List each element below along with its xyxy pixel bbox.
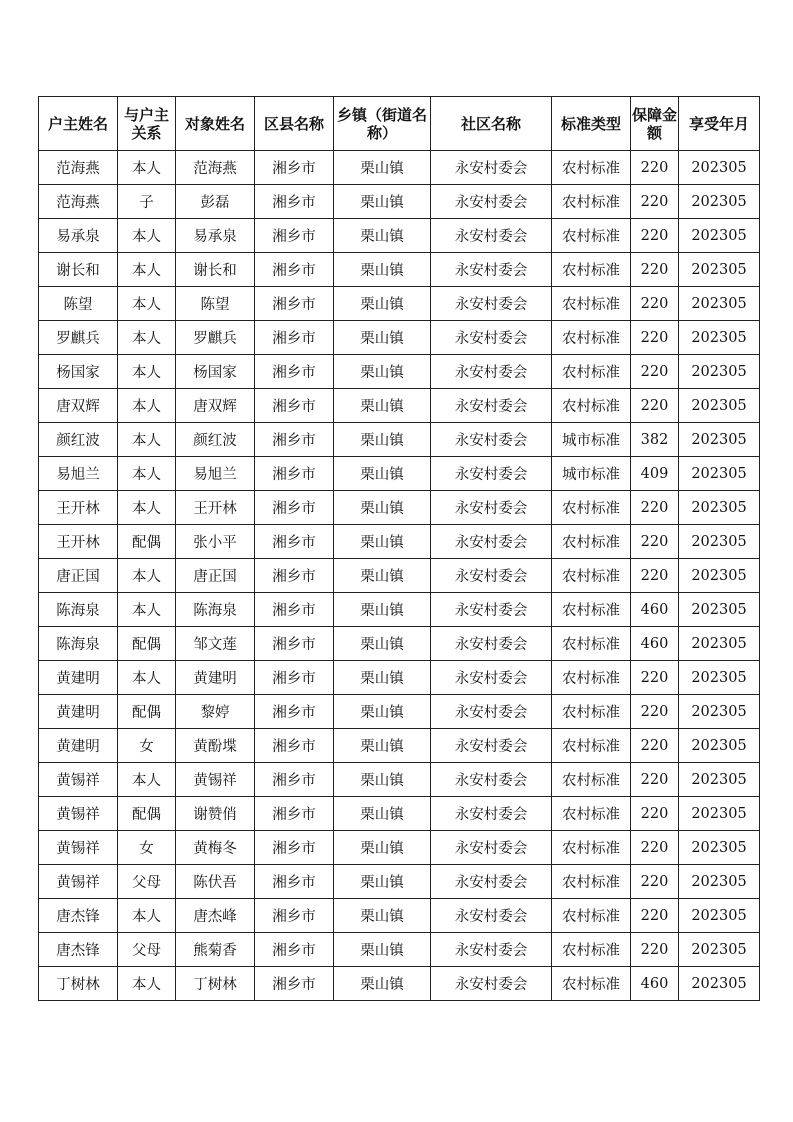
amount-cell: 220 bbox=[631, 287, 679, 321]
period-cell: 202305 bbox=[679, 797, 760, 831]
recipient-name-cell: 黄建明 bbox=[176, 661, 255, 695]
recipient-name-cell: 范海燕 bbox=[176, 151, 255, 185]
recipient-name-cell: 谢赞俏 bbox=[176, 797, 255, 831]
county-cell: 湘乡市 bbox=[255, 151, 334, 185]
amount-cell: 220 bbox=[631, 559, 679, 593]
relationship-cell: 本人 bbox=[118, 219, 176, 253]
amount-cell: 220 bbox=[631, 389, 679, 423]
county-cell: 湘乡市 bbox=[255, 355, 334, 389]
township-cell: 栗山镇 bbox=[334, 899, 431, 933]
col-header-standard-type: 标准类型 bbox=[552, 97, 631, 151]
township-cell: 栗山镇 bbox=[334, 763, 431, 797]
period-cell: 202305 bbox=[679, 355, 760, 389]
amount-cell: 460 bbox=[631, 967, 679, 1001]
table-row bbox=[39, 287, 760, 321]
header-row bbox=[39, 97, 760, 151]
community-cell: 永安村委会 bbox=[431, 355, 552, 389]
period-cell: 202305 bbox=[679, 491, 760, 525]
recipient-name-cell: 易旭兰 bbox=[176, 457, 255, 491]
table-row bbox=[39, 151, 760, 185]
period-cell: 202305 bbox=[679, 831, 760, 865]
relationship-cell: 本人 bbox=[118, 355, 176, 389]
household-head-cell: 唐双辉 bbox=[39, 389, 118, 423]
period-cell: 202305 bbox=[679, 729, 760, 763]
township-cell: 栗山镇 bbox=[334, 593, 431, 627]
amount-cell: 220 bbox=[631, 729, 679, 763]
recipient-name-cell: 黎婷 bbox=[176, 695, 255, 729]
table-row bbox=[39, 457, 760, 491]
table-row bbox=[39, 423, 760, 457]
household-head-cell: 范海燕 bbox=[39, 151, 118, 185]
community-cell: 永安村委会 bbox=[431, 967, 552, 1001]
amount-cell: 220 bbox=[631, 355, 679, 389]
table-row bbox=[39, 627, 760, 661]
standard-type-cell: 城市标准 bbox=[552, 423, 631, 457]
household-head-cell: 丁树林 bbox=[39, 967, 118, 1001]
county-cell: 湘乡市 bbox=[255, 321, 334, 355]
county-cell: 湘乡市 bbox=[255, 967, 334, 1001]
table-row bbox=[39, 253, 760, 287]
recipient-name-cell: 唐双辉 bbox=[176, 389, 255, 423]
county-cell: 湘乡市 bbox=[255, 933, 334, 967]
col-header-county: 区县名称 bbox=[255, 97, 334, 151]
relationship-cell: 配偶 bbox=[118, 695, 176, 729]
standard-type-cell: 农村标准 bbox=[552, 695, 631, 729]
period-cell: 202305 bbox=[679, 219, 760, 253]
township-cell: 栗山镇 bbox=[334, 457, 431, 491]
col-header-relationship: 与户主关系 bbox=[118, 97, 176, 151]
household-head-cell: 陈海泉 bbox=[39, 593, 118, 627]
standard-type-cell: 农村标准 bbox=[552, 729, 631, 763]
recipient-name-cell: 黄锡祥 bbox=[176, 763, 255, 797]
community-cell: 永安村委会 bbox=[431, 627, 552, 661]
household-head-cell: 黄锡祥 bbox=[39, 763, 118, 797]
standard-type-cell: 农村标准 bbox=[552, 219, 631, 253]
table-row bbox=[39, 695, 760, 729]
relationship-cell: 本人 bbox=[118, 253, 176, 287]
recipient-name-cell: 谢长和 bbox=[176, 253, 255, 287]
standard-type-cell: 农村标准 bbox=[552, 899, 631, 933]
col-header-community: 社区名称 bbox=[431, 97, 552, 151]
table-row bbox=[39, 831, 760, 865]
standard-type-cell: 农村标准 bbox=[552, 559, 631, 593]
standard-type-cell: 农村标准 bbox=[552, 967, 631, 1001]
household-head-cell: 颜红波 bbox=[39, 423, 118, 457]
community-cell: 永安村委会 bbox=[431, 491, 552, 525]
beneficiary-table bbox=[38, 96, 760, 1001]
household-head-cell: 唐正国 bbox=[39, 559, 118, 593]
col-header-recipient-name: 对象姓名 bbox=[176, 97, 255, 151]
household-head-cell: 黄建明 bbox=[39, 695, 118, 729]
community-cell: 永安村委会 bbox=[431, 593, 552, 627]
relationship-cell: 父母 bbox=[118, 933, 176, 967]
household-head-cell: 黄锡祥 bbox=[39, 865, 118, 899]
county-cell: 湘乡市 bbox=[255, 457, 334, 491]
township-cell: 栗山镇 bbox=[334, 729, 431, 763]
county-cell: 湘乡市 bbox=[255, 559, 334, 593]
relationship-cell: 本人 bbox=[118, 389, 176, 423]
community-cell: 永安村委会 bbox=[431, 185, 552, 219]
recipient-name-cell: 丁树林 bbox=[176, 967, 255, 1001]
col-header-period: 享受年月 bbox=[679, 97, 760, 151]
township-cell: 栗山镇 bbox=[334, 253, 431, 287]
household-head-cell: 黄锡祥 bbox=[39, 797, 118, 831]
standard-type-cell: 农村标准 bbox=[552, 253, 631, 287]
household-head-cell: 黄建明 bbox=[39, 729, 118, 763]
period-cell: 202305 bbox=[679, 967, 760, 1001]
community-cell: 永安村委会 bbox=[431, 525, 552, 559]
table-row bbox=[39, 899, 760, 933]
township-cell: 栗山镇 bbox=[334, 321, 431, 355]
standard-type-cell: 城市标准 bbox=[552, 457, 631, 491]
amount-cell: 460 bbox=[631, 627, 679, 661]
community-cell: 永安村委会 bbox=[431, 695, 552, 729]
amount-cell: 220 bbox=[631, 219, 679, 253]
recipient-name-cell: 杨国家 bbox=[176, 355, 255, 389]
standard-type-cell: 农村标准 bbox=[552, 321, 631, 355]
period-cell: 202305 bbox=[679, 321, 760, 355]
community-cell: 永安村委会 bbox=[431, 797, 552, 831]
recipient-name-cell: 彭磊 bbox=[176, 185, 255, 219]
amount-cell: 220 bbox=[631, 151, 679, 185]
recipient-name-cell: 邹文莲 bbox=[176, 627, 255, 661]
amount-cell: 220 bbox=[631, 865, 679, 899]
township-cell: 栗山镇 bbox=[334, 831, 431, 865]
standard-type-cell: 农村标准 bbox=[552, 933, 631, 967]
household-head-cell: 唐杰锋 bbox=[39, 899, 118, 933]
county-cell: 湘乡市 bbox=[255, 185, 334, 219]
recipient-name-cell: 陈海泉 bbox=[176, 593, 255, 627]
county-cell: 湘乡市 bbox=[255, 661, 334, 695]
household-head-cell: 范海燕 bbox=[39, 185, 118, 219]
county-cell: 湘乡市 bbox=[255, 389, 334, 423]
community-cell: 永安村委会 bbox=[431, 899, 552, 933]
period-cell: 202305 bbox=[679, 525, 760, 559]
standard-type-cell: 农村标准 bbox=[552, 491, 631, 525]
relationship-cell: 本人 bbox=[118, 491, 176, 525]
period-cell: 202305 bbox=[679, 423, 760, 457]
amount-cell: 220 bbox=[631, 763, 679, 797]
table-row bbox=[39, 321, 760, 355]
township-cell: 栗山镇 bbox=[334, 287, 431, 321]
table-row bbox=[39, 729, 760, 763]
household-head-cell: 陈望 bbox=[39, 287, 118, 321]
county-cell: 湘乡市 bbox=[255, 729, 334, 763]
county-cell: 湘乡市 bbox=[255, 219, 334, 253]
standard-type-cell: 农村标准 bbox=[552, 831, 631, 865]
amount-cell: 460 bbox=[631, 593, 679, 627]
county-cell: 湘乡市 bbox=[255, 627, 334, 661]
recipient-name-cell: 黄酚堞 bbox=[176, 729, 255, 763]
township-cell: 栗山镇 bbox=[334, 627, 431, 661]
period-cell: 202305 bbox=[679, 457, 760, 491]
table-row bbox=[39, 661, 760, 695]
community-cell: 永安村委会 bbox=[431, 253, 552, 287]
table-row bbox=[39, 933, 760, 967]
amount-cell: 220 bbox=[631, 695, 679, 729]
amount-cell: 220 bbox=[631, 491, 679, 525]
standard-type-cell: 农村标准 bbox=[552, 763, 631, 797]
community-cell: 永安村委会 bbox=[431, 865, 552, 899]
amount-cell: 220 bbox=[631, 253, 679, 287]
community-cell: 永安村委会 bbox=[431, 219, 552, 253]
county-cell: 湘乡市 bbox=[255, 253, 334, 287]
township-cell: 栗山镇 bbox=[334, 865, 431, 899]
table-row bbox=[39, 797, 760, 831]
relationship-cell: 配偶 bbox=[118, 797, 176, 831]
household-head-cell: 唐杰锋 bbox=[39, 933, 118, 967]
community-cell: 永安村委会 bbox=[431, 423, 552, 457]
township-cell: 栗山镇 bbox=[334, 967, 431, 1001]
community-cell: 永安村委会 bbox=[431, 389, 552, 423]
recipient-name-cell: 易承泉 bbox=[176, 219, 255, 253]
recipient-name-cell: 王开林 bbox=[176, 491, 255, 525]
recipient-name-cell: 颜红波 bbox=[176, 423, 255, 457]
township-cell: 栗山镇 bbox=[334, 491, 431, 525]
table-row bbox=[39, 593, 760, 627]
recipient-name-cell: 熊菊香 bbox=[176, 933, 255, 967]
township-cell: 栗山镇 bbox=[334, 423, 431, 457]
county-cell: 湘乡市 bbox=[255, 865, 334, 899]
relationship-cell: 本人 bbox=[118, 287, 176, 321]
community-cell: 永安村委会 bbox=[431, 559, 552, 593]
period-cell: 202305 bbox=[679, 151, 760, 185]
township-cell: 栗山镇 bbox=[334, 355, 431, 389]
relationship-cell: 本人 bbox=[118, 661, 176, 695]
household-head-cell: 易旭兰 bbox=[39, 457, 118, 491]
col-header-township: 乡镇（街道名称） bbox=[334, 97, 431, 151]
relationship-cell: 父母 bbox=[118, 865, 176, 899]
community-cell: 永安村委会 bbox=[431, 151, 552, 185]
amount-cell: 220 bbox=[631, 797, 679, 831]
amount-cell: 382 bbox=[631, 423, 679, 457]
household-head-cell: 罗麒兵 bbox=[39, 321, 118, 355]
township-cell: 栗山镇 bbox=[334, 559, 431, 593]
amount-cell: 409 bbox=[631, 457, 679, 491]
standard-type-cell: 农村标准 bbox=[552, 151, 631, 185]
relationship-cell: 本人 bbox=[118, 457, 176, 491]
amount-cell: 220 bbox=[631, 185, 679, 219]
township-cell: 栗山镇 bbox=[334, 185, 431, 219]
household-head-cell: 王开林 bbox=[39, 491, 118, 525]
relationship-cell: 女 bbox=[118, 831, 176, 865]
standard-type-cell: 农村标准 bbox=[552, 661, 631, 695]
standard-type-cell: 农村标准 bbox=[552, 389, 631, 423]
period-cell: 202305 bbox=[679, 389, 760, 423]
amount-cell: 220 bbox=[631, 321, 679, 355]
standard-type-cell: 农村标准 bbox=[552, 355, 631, 389]
relationship-cell: 本人 bbox=[118, 967, 176, 1001]
relationship-cell: 子 bbox=[118, 185, 176, 219]
township-cell: 栗山镇 bbox=[334, 933, 431, 967]
township-cell: 栗山镇 bbox=[334, 151, 431, 185]
county-cell: 湘乡市 bbox=[255, 491, 334, 525]
amount-cell: 220 bbox=[631, 831, 679, 865]
table-body bbox=[39, 151, 760, 1001]
table-row bbox=[39, 559, 760, 593]
table-row bbox=[39, 355, 760, 389]
county-cell: 湘乡市 bbox=[255, 525, 334, 559]
household-head-cell: 黄建明 bbox=[39, 661, 118, 695]
household-head-cell: 杨国家 bbox=[39, 355, 118, 389]
recipient-name-cell: 罗麒兵 bbox=[176, 321, 255, 355]
amount-cell: 220 bbox=[631, 933, 679, 967]
period-cell: 202305 bbox=[679, 185, 760, 219]
household-head-cell: 谢长和 bbox=[39, 253, 118, 287]
county-cell: 湘乡市 bbox=[255, 423, 334, 457]
table-row bbox=[39, 525, 760, 559]
recipient-name-cell: 张小平 bbox=[176, 525, 255, 559]
recipient-name-cell: 唐正国 bbox=[176, 559, 255, 593]
relationship-cell: 配偶 bbox=[118, 627, 176, 661]
county-cell: 湘乡市 bbox=[255, 593, 334, 627]
township-cell: 栗山镇 bbox=[334, 695, 431, 729]
recipient-name-cell: 唐杰峰 bbox=[176, 899, 255, 933]
recipient-name-cell: 陈伏吾 bbox=[176, 865, 255, 899]
table-row bbox=[39, 763, 760, 797]
period-cell: 202305 bbox=[679, 695, 760, 729]
relationship-cell: 本人 bbox=[118, 321, 176, 355]
community-cell: 永安村委会 bbox=[431, 763, 552, 797]
community-cell: 永安村委会 bbox=[431, 831, 552, 865]
community-cell: 永安村委会 bbox=[431, 321, 552, 355]
period-cell: 202305 bbox=[679, 287, 760, 321]
table-row bbox=[39, 967, 760, 1001]
table-row bbox=[39, 491, 760, 525]
col-header-amount: 保障金额 bbox=[631, 97, 679, 151]
relationship-cell: 本人 bbox=[118, 899, 176, 933]
amount-cell: 220 bbox=[631, 661, 679, 695]
period-cell: 202305 bbox=[679, 899, 760, 933]
standard-type-cell: 农村标准 bbox=[552, 287, 631, 321]
standard-type-cell: 农村标准 bbox=[552, 627, 631, 661]
community-cell: 永安村委会 bbox=[431, 457, 552, 491]
county-cell: 湘乡市 bbox=[255, 695, 334, 729]
period-cell: 202305 bbox=[679, 865, 760, 899]
county-cell: 湘乡市 bbox=[255, 763, 334, 797]
community-cell: 永安村委会 bbox=[431, 287, 552, 321]
relationship-cell: 本人 bbox=[118, 593, 176, 627]
standard-type-cell: 农村标准 bbox=[552, 865, 631, 899]
relationship-cell: 配偶 bbox=[118, 525, 176, 559]
table-row bbox=[39, 389, 760, 423]
township-cell: 栗山镇 bbox=[334, 389, 431, 423]
relationship-cell: 本人 bbox=[118, 423, 176, 457]
period-cell: 202305 bbox=[679, 933, 760, 967]
period-cell: 202305 bbox=[679, 559, 760, 593]
township-cell: 栗山镇 bbox=[334, 525, 431, 559]
col-header-household-head: 户主姓名 bbox=[39, 97, 118, 151]
relationship-cell: 本人 bbox=[118, 763, 176, 797]
recipient-name-cell: 黄梅冬 bbox=[176, 831, 255, 865]
relationship-cell: 本人 bbox=[118, 151, 176, 185]
table-row bbox=[39, 185, 760, 219]
community-cell: 永安村委会 bbox=[431, 933, 552, 967]
county-cell: 湘乡市 bbox=[255, 831, 334, 865]
county-cell: 湘乡市 bbox=[255, 287, 334, 321]
county-cell: 湘乡市 bbox=[255, 899, 334, 933]
household-head-cell: 黄锡祥 bbox=[39, 831, 118, 865]
period-cell: 202305 bbox=[679, 593, 760, 627]
household-head-cell: 陈海泉 bbox=[39, 627, 118, 661]
period-cell: 202305 bbox=[679, 627, 760, 661]
standard-type-cell: 农村标准 bbox=[552, 525, 631, 559]
period-cell: 202305 bbox=[679, 763, 760, 797]
community-cell: 永安村委会 bbox=[431, 661, 552, 695]
amount-cell: 220 bbox=[631, 899, 679, 933]
table-row bbox=[39, 865, 760, 899]
recipient-name-cell: 陈望 bbox=[176, 287, 255, 321]
period-cell: 202305 bbox=[679, 661, 760, 695]
household-head-cell: 易承泉 bbox=[39, 219, 118, 253]
amount-cell: 220 bbox=[631, 525, 679, 559]
relationship-cell: 女 bbox=[118, 729, 176, 763]
community-cell: 永安村委会 bbox=[431, 729, 552, 763]
household-head-cell: 王开林 bbox=[39, 525, 118, 559]
township-cell: 栗山镇 bbox=[334, 661, 431, 695]
standard-type-cell: 农村标准 bbox=[552, 185, 631, 219]
table-row bbox=[39, 219, 760, 253]
township-cell: 栗山镇 bbox=[334, 219, 431, 253]
standard-type-cell: 农村标准 bbox=[552, 797, 631, 831]
relationship-cell: 本人 bbox=[118, 559, 176, 593]
period-cell: 202305 bbox=[679, 253, 760, 287]
township-cell: 栗山镇 bbox=[334, 797, 431, 831]
county-cell: 湘乡市 bbox=[255, 797, 334, 831]
standard-type-cell: 农村标准 bbox=[552, 593, 631, 627]
